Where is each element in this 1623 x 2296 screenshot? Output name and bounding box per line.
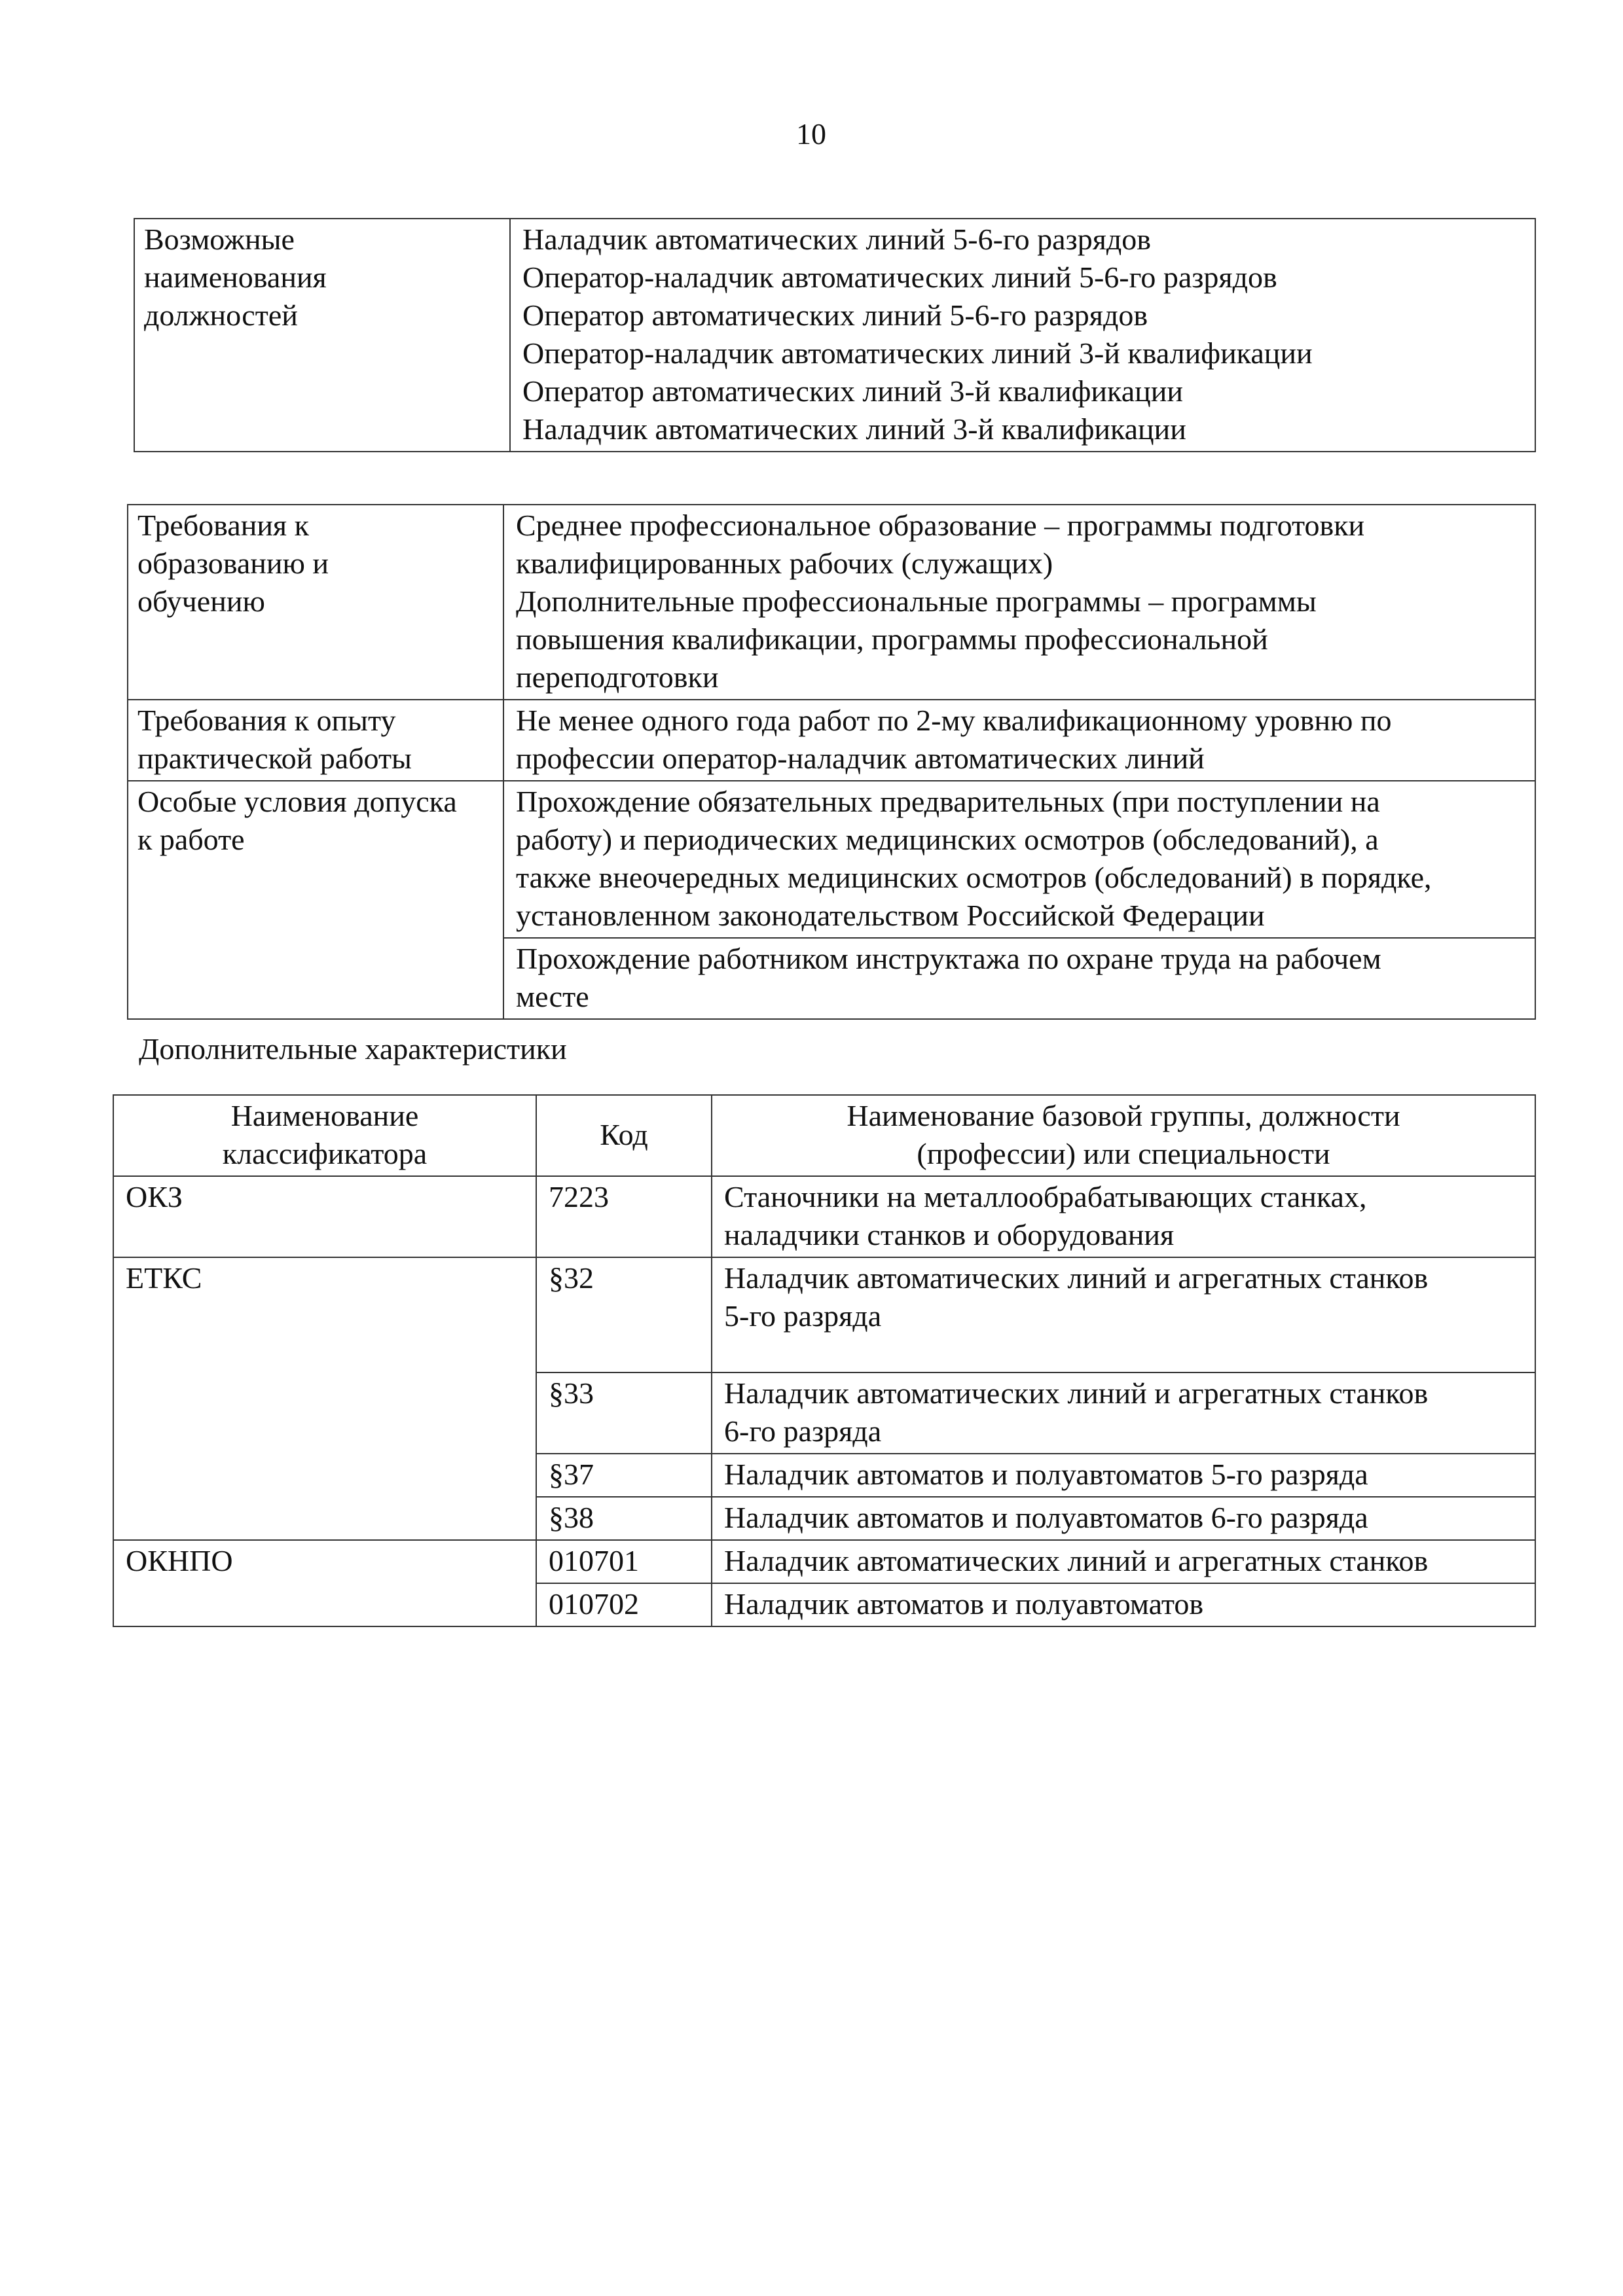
list-item: Оператор-наладчик автоматических линий 5-6-го разрядов	[522, 260, 1277, 294]
admission-value: Прохождение обязательных предварительных (при поступлении на работу) и периодических медицинских осмотров (обследований), а также внеочередных медицинских осмотров (обследований) в порядке, установленном законодательством Российской Федерации	[503, 781, 1535, 938]
requirements-table	[127, 504, 1536, 1020]
code-cell: §37	[536, 1454, 712, 1497]
code-cell: 7223	[536, 1176, 712, 1257]
list-item: Наладчик автоматических линий 5-6-го разрядов	[522, 223, 1152, 256]
classifier-cell: ЕТКС	[113, 1257, 536, 1540]
table-header-row	[113, 1095, 1535, 1176]
additional-table	[113, 1094, 1536, 1627]
table-row	[134, 219, 1535, 452]
code-cell: §38	[536, 1497, 712, 1540]
name-cell: Наладчик автоматов и полуавтоматов	[712, 1583, 1535, 1626]
table-row	[128, 505, 1535, 700]
code-cell: 010701	[536, 1540, 712, 1583]
classifier-cell: ОКНПО	[113, 1540, 536, 1626]
table-row	[128, 700, 1535, 781]
list-item: Оператор автоматических линий 3-й квалификации	[522, 374, 1183, 408]
education-value: Среднее профессиональное образование – программы подготовки квалифицированных рабочих (служащих) Дополнительные профессиональные программы – программы повышения квалификации, программы профессиональной переподготовки	[503, 505, 1535, 700]
name-cell: Наладчик автоматических линий и агрегатных станков 5-го разряда	[712, 1257, 1535, 1372]
list-item: Наладчик автоматических линий 3-й квалификации	[522, 412, 1186, 446]
table-row	[113, 1176, 1535, 1257]
header-code: Код	[536, 1095, 712, 1176]
table-row	[113, 1540, 1535, 1583]
code-cell: §33	[536, 1372, 712, 1454]
table-row	[128, 781, 1535, 938]
classifier-cell: ОКЗ	[113, 1176, 536, 1257]
list-item: Оператор автоматических линий 5-6-го разрядов	[522, 298, 1148, 332]
positions-table	[134, 218, 1536, 452]
name-cell: Наладчик автоматов и полуавтоматов 5-го разряда	[712, 1454, 1535, 1497]
code-cell: 010702	[536, 1583, 712, 1626]
code-cell: §32	[536, 1257, 712, 1372]
positions-list	[510, 219, 1535, 452]
admission-label: Особые условия допуска к работе	[128, 781, 503, 1019]
header-classifier: Наименование классификатора	[113, 1095, 536, 1176]
section-title: Дополнительные характеристики	[139, 1032, 567, 1066]
name-cell: Наладчик автоматических линий и агрегатных станков 6-го разряда	[712, 1372, 1535, 1454]
positions-label: Возможные наименования должностей	[134, 219, 510, 452]
experience-value: Не менее одного года работ по 2-му квалификационному уровню по профессии оператор-наладчик автоматических линий	[503, 700, 1535, 781]
name-cell: Наладчик автоматов и полуавтоматов 6-го разряда	[712, 1497, 1535, 1540]
name-cell: Наладчик автоматических линий и агрегатных станков	[712, 1540, 1535, 1583]
education-label: Требования к образованию и обучению	[128, 505, 503, 700]
page-number: 10	[796, 117, 826, 151]
experience-label: Требования к опыту практической работы	[128, 700, 503, 781]
name-cell: Станочники на металлообрабатывающих станках, наладчики станков и оборудования	[712, 1176, 1535, 1257]
table-row	[113, 1257, 1535, 1372]
header-name: Наименование базовой группы, должности (профессии) или специальности	[712, 1095, 1535, 1176]
list-item: Оператор-наладчик автоматических линий 3-й квалификации	[522, 336, 1313, 370]
admission-extra-value: Прохождение работником инструктажа по охране труда на рабочем месте	[503, 938, 1535, 1019]
